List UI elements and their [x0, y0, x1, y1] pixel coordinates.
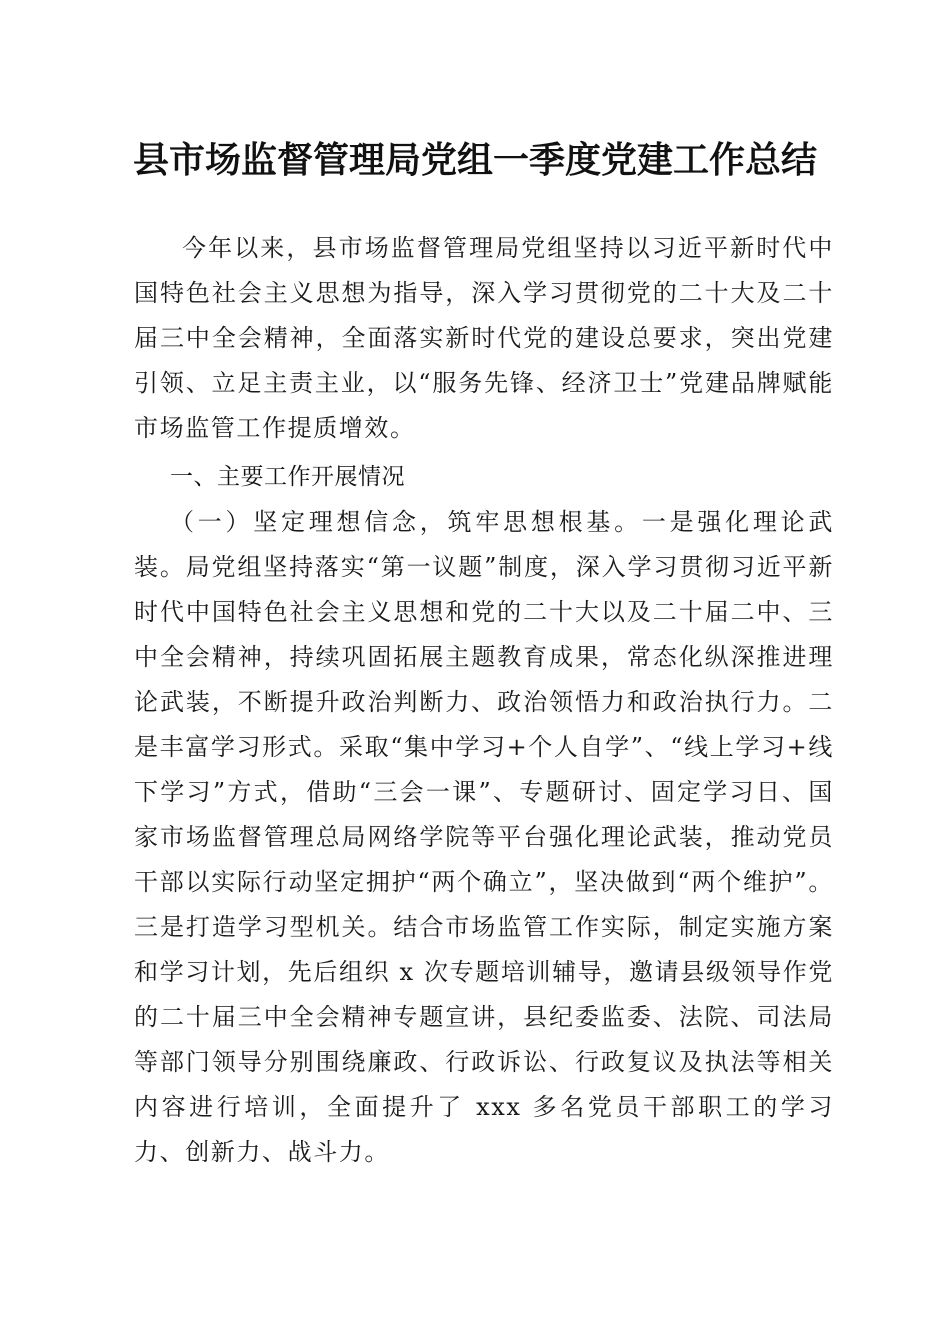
- section-heading: 一、主要工作开展情况: [170, 464, 405, 490]
- document-body: [134, 226, 834, 1175]
- intro-paragraph: 今年以来，县市场监督管理局党组坚持以习近平新时代中国特色社会主义思想为指导，深入学习贯彻党的二十大及二十届三中全会精神，全面落实新时代党的建设总要求，突出党建引领、立足主责主业，以“服务先锋、经济卫士”党建品牌赋能市场监管工作提质增效。: [134, 234, 834, 442]
- document-title: 县市场监督管理局党组一季度党建工作总结: [132, 139, 817, 181]
- section-paragraph: （一）坚定理想信念，筑牢思想根基。一是强化理论武装。局党组坚持落实“第一议题”制度，深入学习贯彻习近平新时代中国特色社会主义思想和党的二十大以及二十届二中、三中全会精神，持续巩固拓展主题教育成果，常态化纵深推进理论武装，不断提升政治判断力、政治领悟力和政治执行力。二是丰富学习形式。采取“集中学习+个人自学”、“线上学习+线下学习”方式，借助“三会一课”、专题研讨、固定学习日、国家市场监督管理总局网络学院等平台强化理论武装，推动党员干部以实际行动坚定拥护“两个确立”，坚决做到“两个维护”。三是打造学习型机关。结合市场监管工作实际，制定实施方案和学习计划，先后组织 x 次专题培训辅导，邀请县级领导作党的二十届三中全会精神专题宣讲，县纪委监委、法院、司法局等部门领导分别围绕廉政、行政诉讼、行政复议及执法等相关内容进行培训，全面提升了 xxx 多名党员干部职工的学习力、创新力、战斗力。: [134, 508, 834, 1166]
